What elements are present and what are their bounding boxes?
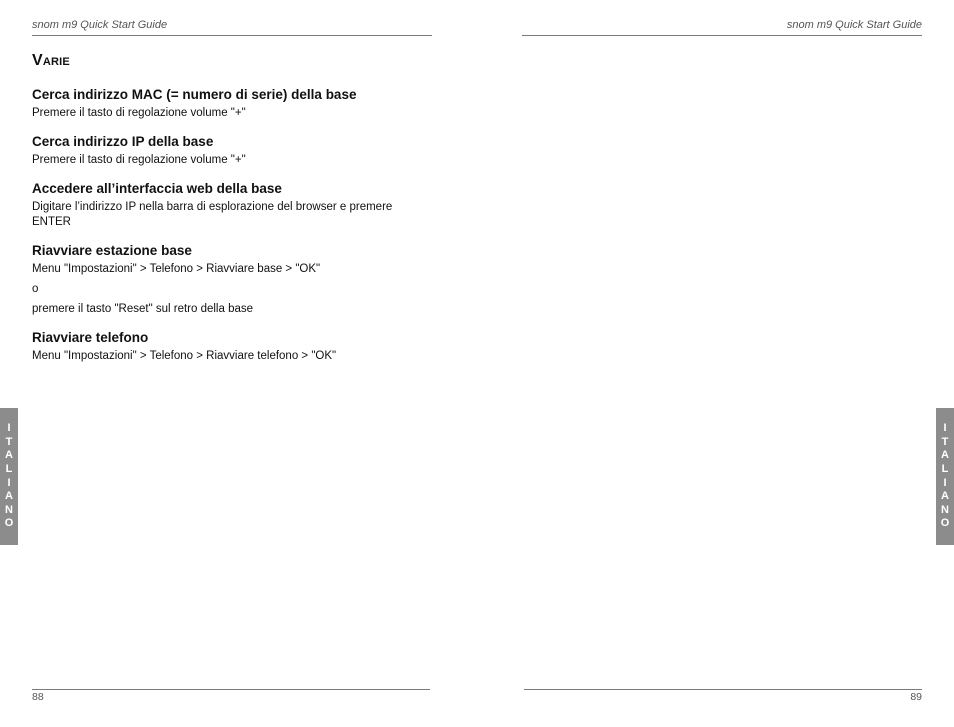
tab-letter: A — [941, 490, 949, 503]
tab-letter: I — [7, 422, 11, 435]
section-title: Varie — [32, 52, 70, 69]
tab-letter: O — [4, 517, 14, 530]
header-title-right: snom m9 Quick Start Guide — [786, 19, 922, 31]
item-text: o — [32, 283, 39, 295]
footer-rule-right — [524, 689, 922, 690]
item-heading: Cerca indirizzo MAC (= numero di serie) della base — [32, 87, 357, 102]
item-text: Menu "Impostazioni" > Telefono > Riavviare telefono > "OK" — [32, 350, 337, 362]
tab-letter: I — [943, 422, 947, 435]
item-restart-base — [32, 243, 432, 317]
tab-letter: I — [7, 476, 11, 489]
page-number-right: 89 — [910, 691, 922, 703]
item-ip-address — [32, 134, 432, 168]
tab-letter: L — [941, 462, 949, 475]
item-text: Menu "Impostazioni" > Telefono > Riavviare base > "OK" — [32, 263, 321, 275]
item-mac-address — [32, 87, 432, 121]
tab-letter: O — [940, 517, 950, 530]
tab-letter: A — [5, 490, 13, 503]
item-heading: Accedere all’interfaccia web della base — [32, 181, 282, 196]
item-web-interface — [32, 181, 432, 230]
left-page-content — [32, 52, 432, 377]
page-number-left: 88 — [32, 691, 44, 703]
tab-letter: I — [943, 476, 947, 489]
item-restart-phone — [32, 330, 432, 364]
tab-letter: A — [941, 449, 949, 462]
header-rule-left — [32, 35, 432, 36]
tab-letter: N — [5, 503, 13, 516]
item-text: premere il tasto "Reset" sul retro della base — [32, 303, 254, 315]
item-heading: Riavviare estazione base — [32, 243, 192, 258]
tab-letter: T — [5, 435, 13, 448]
item-text: Premere il tasto di regolazione volume "+" — [32, 154, 246, 166]
tab-letter: L — [5, 462, 13, 475]
tab-letter: A — [5, 449, 13, 462]
item-text: Premere il tasto di regolazione volume "+" — [32, 107, 246, 119]
tab-letter: T — [941, 435, 949, 448]
language-tab-left — [0, 408, 18, 545]
item-heading: Cerca indirizzo IP della base — [32, 134, 214, 149]
header-title-left: snom m9 Quick Start Guide — [32, 19, 168, 31]
language-tab-right — [936, 408, 954, 545]
footer-rule-left — [32, 689, 430, 690]
item-heading: Riavviare telefono — [32, 330, 149, 345]
header-rule-right — [522, 35, 922, 36]
item-text: Digitare l’indirizzo IP nella barra di esplorazione del browser e premere ENTER — [32, 201, 393, 228]
tab-letter: N — [941, 503, 949, 516]
